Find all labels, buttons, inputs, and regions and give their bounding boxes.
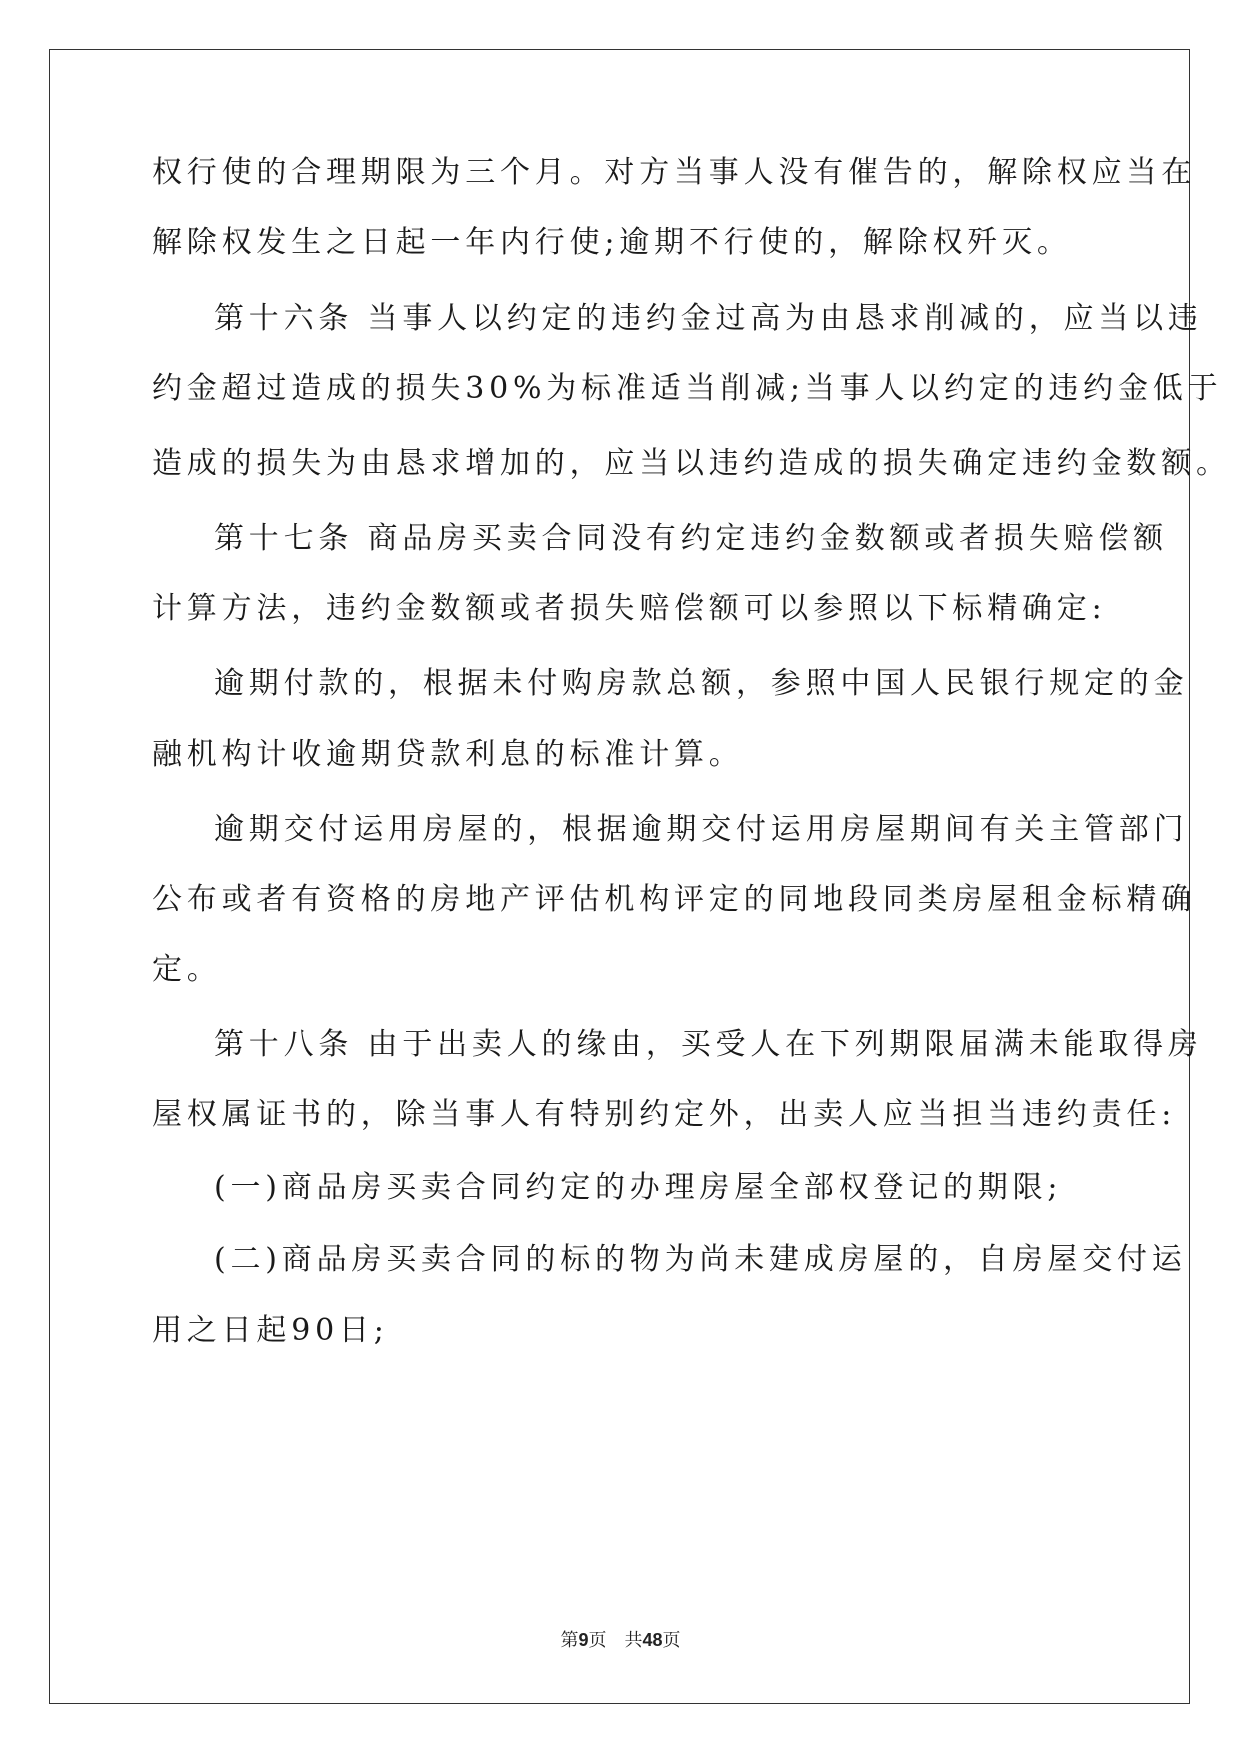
text-line: 用之日起90日;: [152, 1313, 389, 1348]
text-line: 屋权属证书的，除当事人有特别约定外，出卖人应当担当违约责任:: [152, 1097, 1177, 1132]
page-footer: [0, 1628, 1241, 1653]
footer-middle: 页 共: [588, 1630, 643, 1651]
paragraph-article-17-start: 第十七条 商品房买卖合同没有约定违约金数额或者损失赔偿额: [214, 521, 1168, 556]
text-line: 融机构计收逾期贷款利息的标准计算。: [152, 737, 744, 772]
text-line: 解除权发生之日起一年内行使;逾期不行使的，解除权歼灭。: [152, 225, 1072, 260]
text-line: 造成的损失为由恳求增加的，应当以违约造成的损失确定违约金数额。: [152, 446, 1231, 481]
text-line: 权行使的合理期限为三个月。对方当事人没有催告的，解除权应当在: [152, 155, 1196, 190]
total-pages-number: 48: [642, 1630, 663, 1650]
current-page-number: 9: [578, 1630, 589, 1650]
text-line: 计算方法，违约金数额或者损失赔偿额可以参照以下标精确定:: [152, 591, 1107, 626]
paragraph-late-delivery-start: 逾期交付运用房屋的，根据逾期交付运用房屋期间有关主管部门: [214, 812, 1189, 847]
list-item-1: (一)商品房买卖合同约定的办理房屋全部权登记的期限;: [214, 1170, 1063, 1205]
paragraph-article-16-start: 第十六条 当事人以约定的违约金过高为由恳求削减的，应当以违: [214, 301, 1203, 336]
list-item-2-start: (二)商品房买卖合同的标的物为尚未建成房屋的，自房屋交付运: [214, 1242, 1187, 1277]
paragraph-article-18-start: 第十八条 由于出卖人的缘由，买受人在下列期限届满未能取得房: [214, 1027, 1203, 1062]
paragraph-late-payment-start: 逾期付款的，根据未付购房款总额，参照中国人民银行规定的金: [214, 666, 1189, 701]
footer-prefix: 第: [560, 1630, 579, 1651]
text-line: 约金超过造成的损失30%为标准适当削减;当事人以约定的违约金低于: [152, 371, 1223, 406]
text-line: 公布或者有资格的房地产评估机构评定的同地段同类房屋租金标精确: [152, 882, 1196, 917]
footer-suffix: 页: [662, 1630, 681, 1651]
page-border: [49, 49, 1190, 1704]
text-line: 定。: [152, 952, 222, 987]
